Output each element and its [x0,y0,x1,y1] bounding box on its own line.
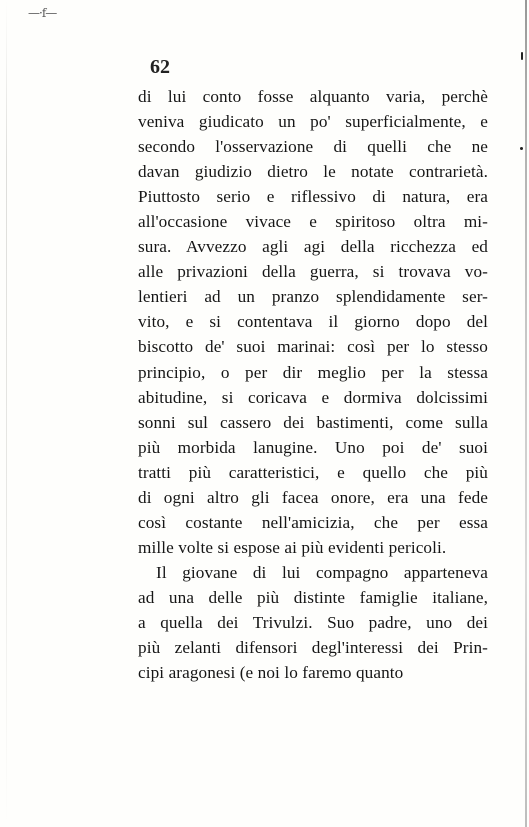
ink-speck [521,52,523,60]
page-left-edge [6,0,7,827]
text-line: Piuttosto serio e riflessivo di natura, era [138,187,488,207]
text-line: Il giovane di lui compagno apparteneva [156,562,488,582]
text-line: lentieri ad un pranzo splendidamente ser- [138,287,488,307]
text-line: di lui conto fosse alquanto varia, perchè [138,87,488,106]
text-line: secondo l'osservazione di quelli che ne [138,137,488,157]
text-line: più zelanti difensori degl'interessi dei Prin- [138,638,488,658]
text-line: principio, o per dir meglio per la stessa [138,362,488,382]
text-line: mille volte si espose ai più evidenti pericoli. [138,537,447,557]
text-line: a quella dei Trivulzi. Suo padre, uno dei [138,612,488,632]
text-line: ad una delle più distinte famiglie italiane, [138,587,488,607]
corner-ink-mark: —·f— [28,6,57,20]
text-line: davan giudizio dietro le notate contrarietà. [138,162,488,182]
text-line: di ogni altro gli facea onore, era una fede [138,487,488,507]
text-line: sura. Avvezzo agli agi della ricchezza ed [138,237,488,257]
text-line: più morbida lanugine. Uno poi de' suoi [138,437,488,457]
ink-speck [520,147,523,150]
page-number: 62 [150,56,170,78]
text-line: biscotto de' suoi marinai: così per lo stesso [138,337,488,357]
text-line: cipi aragonesi (e noi lo faremo quanto [138,663,404,683]
body-text [138,84,488,685]
text-line: veniva giudicato un po' superficialmente, e [138,112,488,132]
text-line: tratti più caratteristici, e quello che più [138,462,488,482]
text-line: vito, e si contentava il giorno dopo del [138,312,488,332]
text-line: all'occasione vivace e spiritoso oltra mi- [138,212,488,232]
text-line: abitudine, si coricava e dormiva dolcissimi [138,387,488,407]
text-line: sonni sul cassero dei bastimenti, come sulla [138,412,488,432]
text-line: alle privazioni della guerra, si trovava vo- [138,262,488,282]
page-right-edge [525,0,527,827]
text-line: così costante nell'amicizia, che per essa [138,512,488,532]
